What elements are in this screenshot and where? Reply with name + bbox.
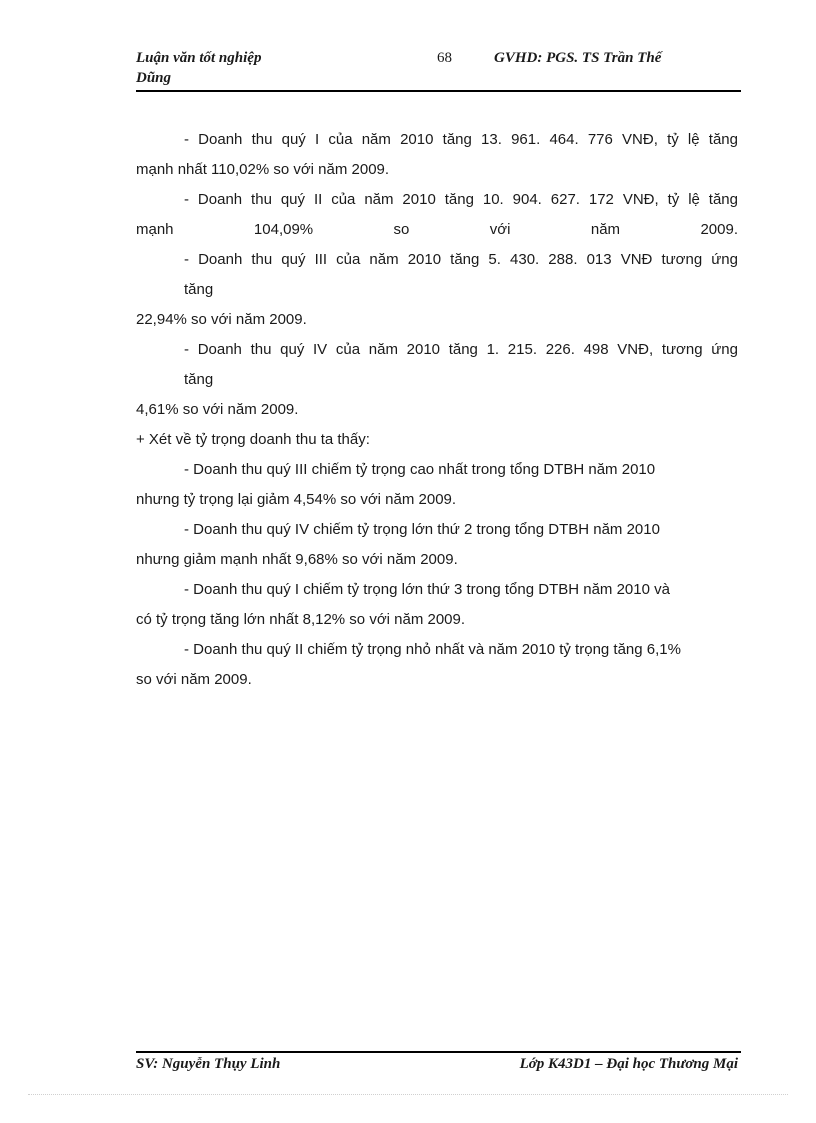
page-edge-divider — [28, 1094, 788, 1095]
advisor-label: GVHD: PGS. TS Trần Thế — [494, 50, 662, 66]
text-line: - Doanh thu quý I chiếm tỷ trọng lớn thứ 3 trong tổng DTBH năm 2010 và — [184, 581, 670, 598]
text-line: - Doanh thu quý IV chiếm tỷ trọng lớn thứ 2 trong tổng DTBH năm 2010 — [184, 521, 660, 538]
text-line: nhưng giảm mạnh nhất 9,68% so với năm 2009. — [136, 551, 458, 568]
text-line: + Xét về tỷ trọng doanh thu ta thấy: — [136, 431, 370, 448]
text-line: so với năm 2009. — [136, 671, 252, 688]
footer-rule — [136, 1051, 741, 1053]
text-line: mạnh 104,09% so với năm 2009. — [136, 221, 738, 238]
text-line: - Doanh thu quý IV của năm 2010 tăng 1. 215. 226. 498 VNĐ, tương ứng — [184, 341, 738, 358]
advisor-label-continued: Dũng — [136, 70, 172, 86]
text-line: mạnh nhất 110,02% so với năm 2009. — [136, 161, 390, 178]
text-line: 4,61% so với năm 2009. — [136, 401, 299, 418]
text-line: có tỷ trọng tăng lớn nhất 8,12% so với năm 2009. — [136, 611, 466, 628]
class-info: Lớp K43D1 – Đại học Thương Mại — [519, 1056, 738, 1072]
text-line: 22,94% so với năm 2009. — [136, 311, 307, 328]
header-rule — [136, 90, 741, 92]
text-line: - Doanh thu quý II của năm 2010 tăng 10. 904. 627. 172 VNĐ, tỷ lệ tăng — [184, 191, 738, 208]
text-line: - Doanh thu quý II chiếm tỷ trọng nhỏ nhất và năm 2010 tỷ trọng tăng 6,1% — [184, 641, 681, 658]
student-name: SV: Nguyễn Thụy Linh — [136, 1056, 281, 1072]
text-line: - Doanh thu quý III của năm 2010 tăng 5. 430. 288. 013 VNĐ tương ứng — [184, 251, 738, 268]
text-line: tăng — [184, 281, 214, 298]
thesis-label: Luận văn tốt nghiệp — [136, 50, 262, 66]
page-number: 68 — [437, 50, 452, 66]
text-line: tăng — [184, 371, 214, 388]
text-line: nhưng tỷ trọng lại giảm 4,54% so với năm 2009. — [136, 491, 457, 508]
text-line: - Doanh thu quý III chiếm tỷ trọng cao nhất trong tổng DTBH năm 2010 — [184, 461, 656, 478]
page-header — [136, 46, 741, 92]
text-line: - Doanh thu quý I của năm 2010 tăng 13. 961. 464. 776 VNĐ, tỷ lệ tăng — [184, 131, 738, 148]
